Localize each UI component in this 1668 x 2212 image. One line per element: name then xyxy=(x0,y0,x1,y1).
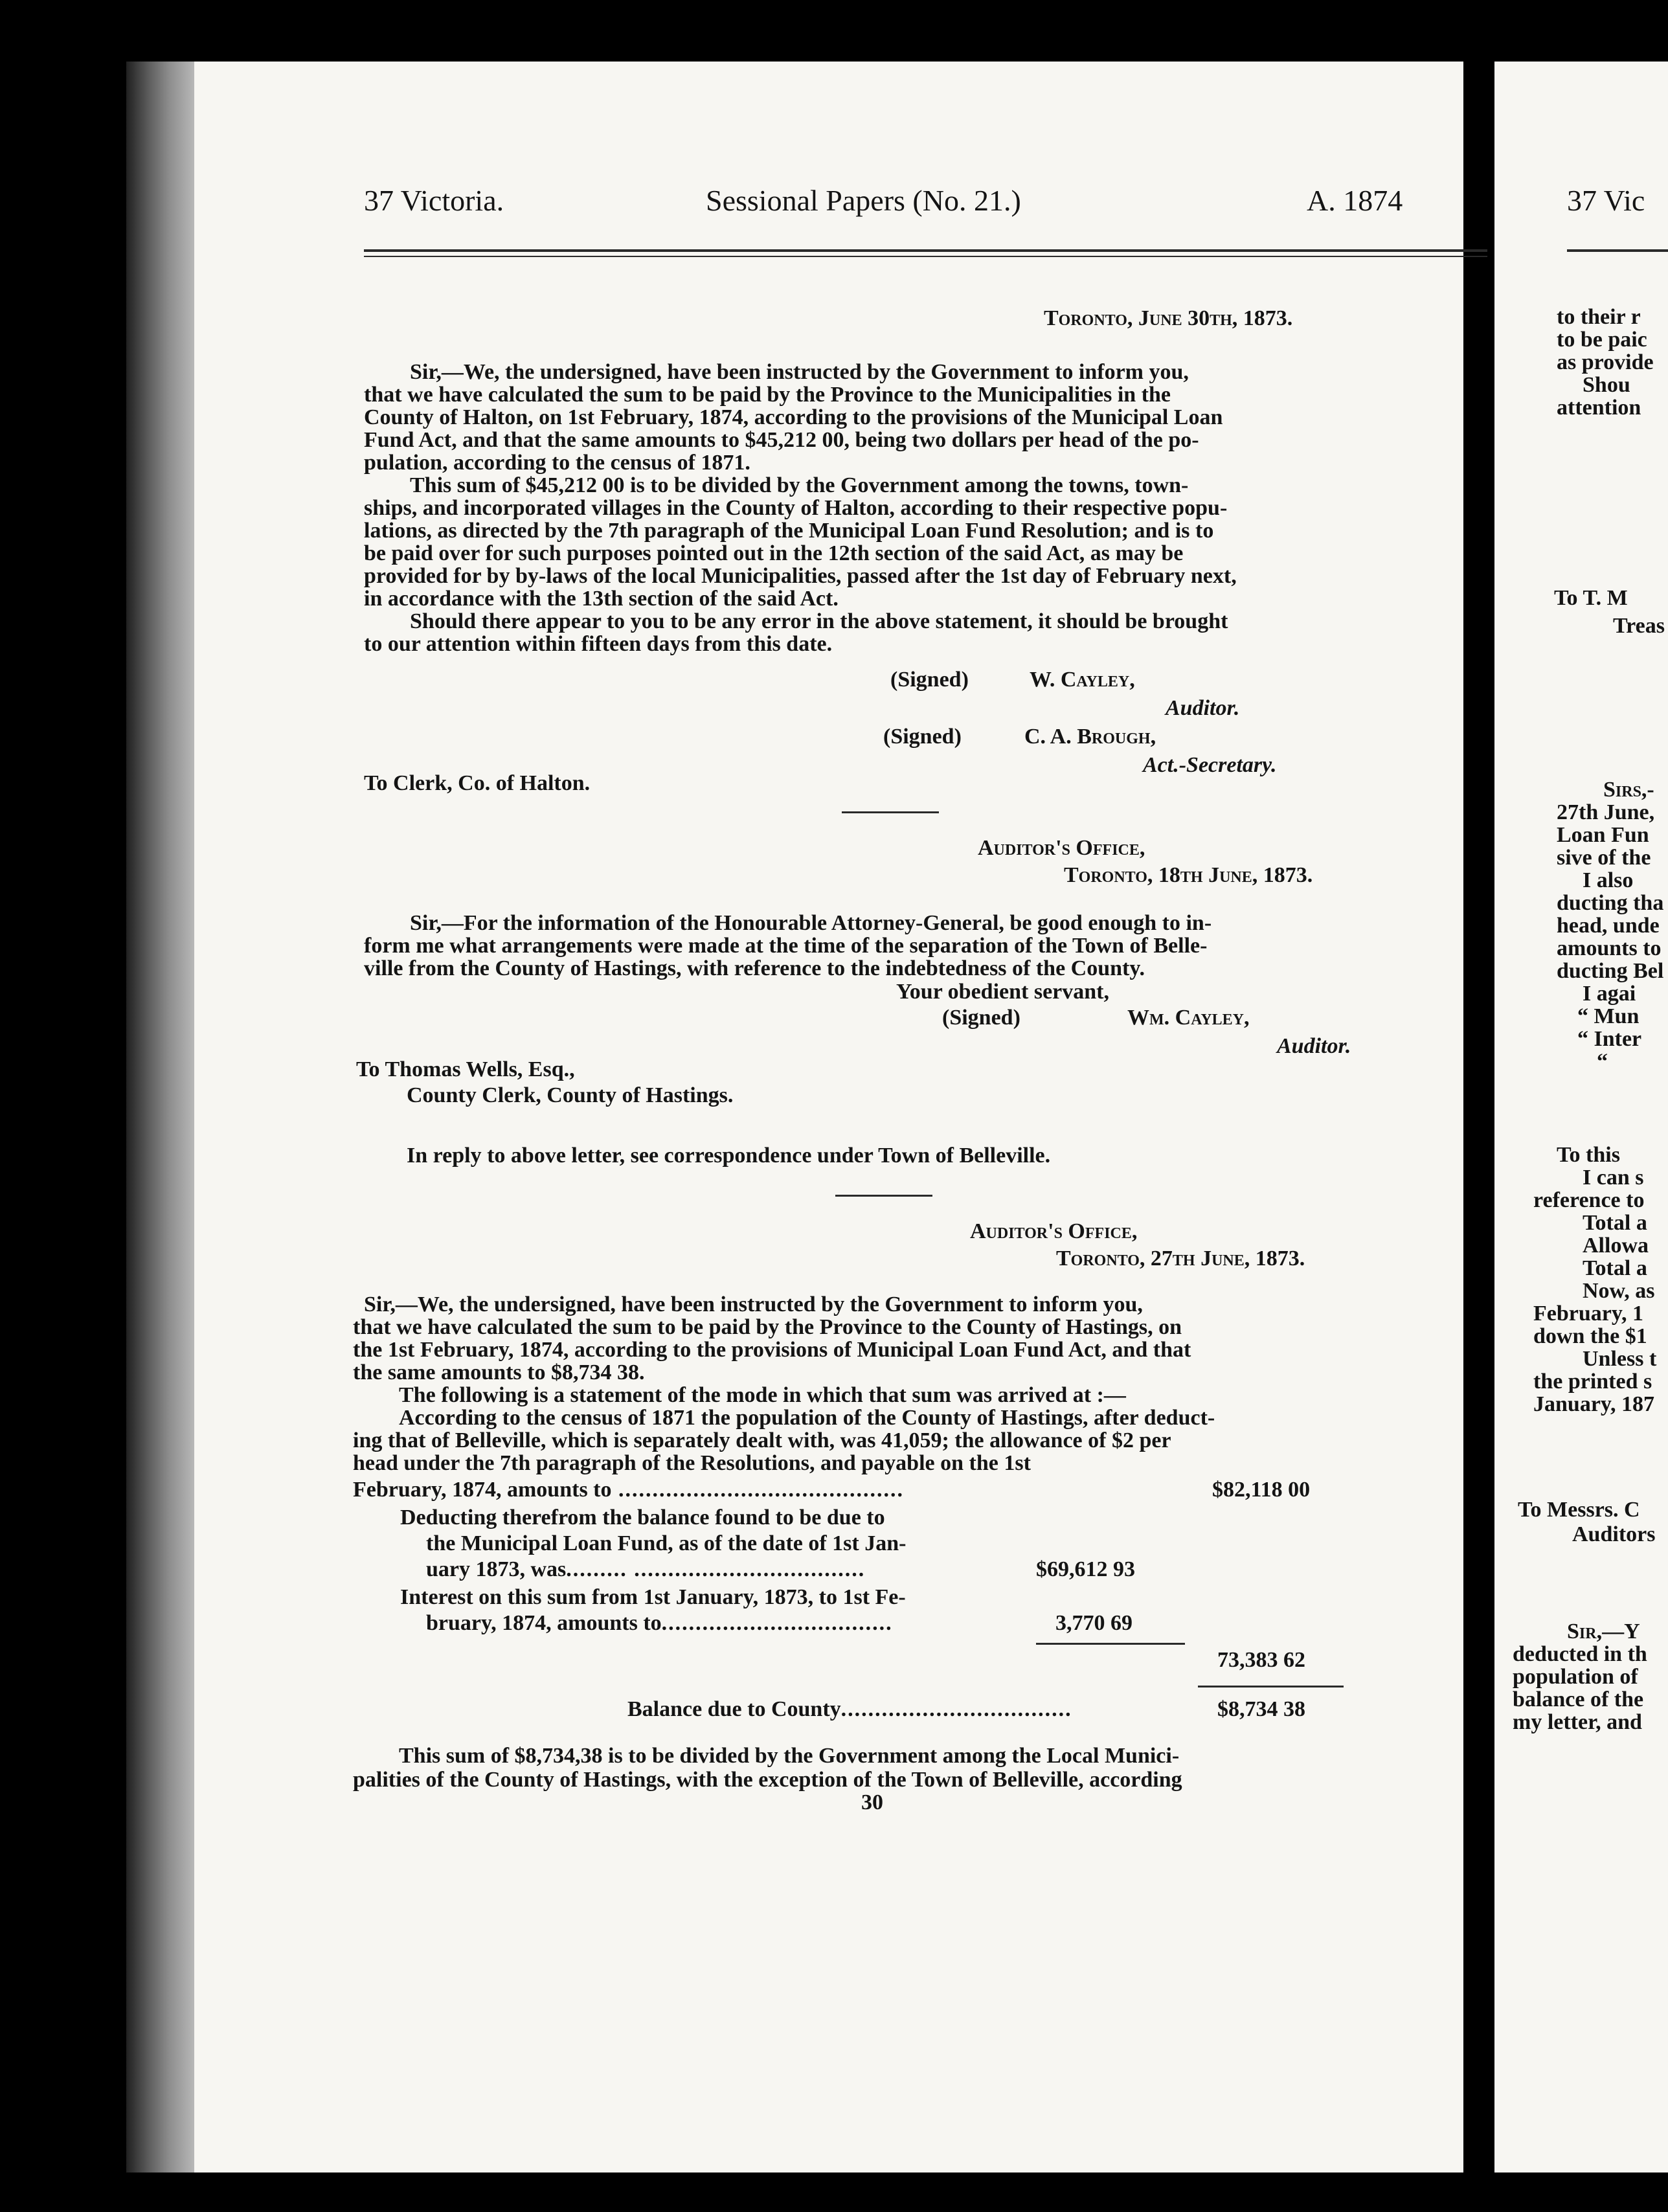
letter2-line: ville from the County of Hastings, with reference to the indebtedness of the County. xyxy=(364,956,1145,980)
letter1-line: provided for by by-laws of the local Municipalities, passed after the 1st day of February next, xyxy=(364,564,1237,588)
letter1-line: County of Halton, on 1st February, 1874, according to the provisions of the Municipal Loan xyxy=(364,405,1223,429)
letter1-signer-2: C. A. Brough, xyxy=(1024,725,1156,749)
right-fragment: amounts to xyxy=(1557,936,1662,960)
right-fragment: deducted in th xyxy=(1513,1642,1647,1666)
right-fragment: Now, as xyxy=(1583,1279,1655,1303)
right-fragment: attention xyxy=(1557,396,1641,420)
right-fragment: “ xyxy=(1597,1050,1608,1074)
letter3-line: the 1st February, 1874, according to the provisions of Municipal Loan Fund Act, and that xyxy=(353,1338,1191,1362)
letter1-line: in accordance with the 13th section of the said Act. xyxy=(364,587,839,611)
letter2-signed: (Signed) xyxy=(942,1006,1020,1030)
right-fragment: ducting tha xyxy=(1557,891,1664,915)
statement-subtotal: 73,383 62 xyxy=(1217,1648,1305,1672)
statement-balance-label: Balance due to County.................................. xyxy=(627,1697,1072,1721)
letter3-closing-line: This sum of $8,734,38 is to be divided by the Government among the Local Munici- xyxy=(399,1744,1180,1768)
statement-row1-label: February, 1874, amounts to .......................................... xyxy=(353,1478,904,1502)
right-fragment: To T. M xyxy=(1554,586,1628,610)
letter1-signer-1: W. Cayley, xyxy=(1030,668,1135,692)
right-fragment: down the $1 xyxy=(1533,1324,1647,1348)
letter2-office: Auditor's Office, xyxy=(978,836,1145,860)
letter3-office: Auditor's Office, xyxy=(970,1219,1138,1243)
statement-row2-value: $69,612 93 xyxy=(1036,1557,1135,1581)
letter1-signed-1: (Signed) xyxy=(890,668,969,692)
right-page xyxy=(1494,62,1668,2172)
right-header-rule xyxy=(1567,249,1668,252)
letter2-addressee-2: County Clerk, County of Hastings. xyxy=(407,1083,734,1107)
right-fragment: to be paic xyxy=(1557,328,1647,352)
letter1-signer-2-title: Act.-Secretary. xyxy=(1143,753,1277,777)
statement-row3-value: 3,770 69 xyxy=(1055,1611,1133,1635)
letter3-line: the same amounts to $8,734 38. xyxy=(353,1360,645,1384)
right-fragment: the printed s xyxy=(1533,1370,1652,1394)
letter3-line: Sir,—We, the undersigned, have been instructed by the Government to inform you, xyxy=(364,1292,1143,1316)
letter2-line: form me what arrangements were made at the time of the separation of the Town of Belle- xyxy=(364,934,1208,958)
right-fragment: Total a xyxy=(1583,1256,1647,1280)
right-fragment: Sirs,- xyxy=(1603,778,1654,802)
right-fragment: sive of the xyxy=(1557,846,1651,870)
letter3-line: According to the census of 1871 the population of the County of Hastings, after deduct- xyxy=(399,1406,1215,1430)
letter2-dateline: Toronto, 18th June, 1873. xyxy=(1064,863,1313,887)
section-divider xyxy=(835,1195,932,1197)
right-fragment: Allowa xyxy=(1583,1234,1649,1258)
letter1-line: that we have calculated the sum to be paid by the Province to the Municipalities in the xyxy=(364,383,1171,407)
letter1-line: This sum of $45,212 00 is to be divided by the Government among the towns, town- xyxy=(410,473,1189,497)
letter3-closing-line: palities of the County of Hastings, with the exception of the Town of Belleville, according xyxy=(353,1768,1182,1792)
letter1-line: ships, and incorporated villages in the County of Halton, according to their respective popu- xyxy=(364,496,1228,520)
right-header: 37 Vic xyxy=(1567,184,1645,217)
header-rule xyxy=(364,249,1487,252)
letter1-line: pulation, according to the census of 1871. xyxy=(364,451,750,475)
header-volume: 37 Victoria. xyxy=(364,184,504,217)
letter1-line: Should there appear to you to be any error in the above statement, it should be brought xyxy=(410,609,1228,633)
right-fragment: I can s xyxy=(1583,1166,1644,1190)
letter1-signed-2: (Signed) xyxy=(883,725,962,749)
letter2-line: Sir,—For the information of the Honourable Attorney-General, be good enough to in- xyxy=(410,911,1212,935)
letter3-line: head under the 7th paragraph of the Resolutions, and payable on the 1st xyxy=(353,1451,1031,1475)
right-fragment: to their r xyxy=(1557,305,1641,329)
statement-rule xyxy=(1036,1643,1185,1645)
right-fragment: “ Mun xyxy=(1577,1004,1640,1028)
letter2-reply-note: In reply to above letter, see correspondence under Town of Belleville. xyxy=(407,1144,1051,1168)
letter3-dateline: Toronto, 27th June, 1873. xyxy=(1056,1247,1305,1270)
section-divider xyxy=(842,811,939,813)
right-fragment: head, unde xyxy=(1557,914,1660,938)
statement-row2-label: the Municipal Loan Fund, as of the date of 1st Jan- xyxy=(426,1531,907,1555)
letter2-closing: Your obedient servant, xyxy=(896,980,1109,1004)
letter3-line: The following is a statement of the mode in which that sum was arrived at :— xyxy=(399,1383,1126,1407)
right-fragment: population of xyxy=(1513,1665,1638,1689)
letter1-addressee: To Clerk, Co. of Halton. xyxy=(364,771,591,795)
right-fragment: as provide xyxy=(1557,350,1654,374)
right-fragment: January, 187 xyxy=(1533,1392,1655,1416)
letter3-line: ing that of Belleville, which is separately dealt with, was 41,059; the allowance of $2 per xyxy=(353,1428,1171,1452)
letter3-line: that we have calculated the sum to be paid by the Province to the County of Hastings, on xyxy=(353,1315,1182,1339)
page-number: 30 xyxy=(861,1790,883,1814)
statement-rule xyxy=(1198,1686,1344,1687)
statement-row2-label: uary 1873, was......... .................................. xyxy=(426,1557,866,1581)
right-fragment: “ Inter xyxy=(1577,1027,1642,1051)
letter2-signer: Wm. Cayley, xyxy=(1127,1006,1250,1030)
letter1-line: lations, as directed by the 7th paragraph of the Municipal Loan Fund Resolution; and is to xyxy=(364,519,1214,543)
right-fragment: my letter, and xyxy=(1513,1710,1642,1734)
right-fragment: Shou xyxy=(1583,373,1630,397)
statement-row2-label: Deducting therefrom the balance found to be due to xyxy=(400,1506,885,1529)
right-fragment: Auditors xyxy=(1572,1522,1656,1546)
right-fragment: February, 1 xyxy=(1533,1302,1643,1326)
letter1-line: Fund Act, and that the same amounts to $45,212 00, being two dollars per head of the po- xyxy=(364,428,1199,452)
statement-balance-value: $8,734 38 xyxy=(1217,1697,1305,1721)
right-fragment: To this xyxy=(1557,1143,1620,1167)
letter1-line: to our attention within fifteen days from this date. xyxy=(364,632,833,656)
page-edge-shadow xyxy=(126,62,197,2172)
letter2-addressee-1: To Thomas Wells, Esq., xyxy=(356,1057,575,1081)
header-rule-thin xyxy=(364,256,1487,257)
right-fragment: I agai xyxy=(1583,982,1636,1006)
right-fragment: To Messrs. C xyxy=(1518,1498,1640,1522)
statement-row3-label: Interest on this sum from 1st January, 1873, to 1st Fe- xyxy=(400,1585,906,1609)
letter2-signer-title: Auditor. xyxy=(1277,1034,1351,1058)
right-fragment: 27th June, xyxy=(1557,800,1655,824)
right-fragment: reference to xyxy=(1533,1188,1645,1212)
right-fragment: Sir,—Y xyxy=(1567,1620,1640,1643)
statement-row1-value: $82,118 00 xyxy=(1212,1478,1311,1502)
header-title: Sessional Papers (No. 21.) xyxy=(706,184,1021,217)
letter1-line: Sir,—We, the undersigned, have been instructed by the Government to inform you, xyxy=(410,360,1189,384)
right-fragment: Treas xyxy=(1613,614,1665,638)
right-fragment: Loan Fun xyxy=(1557,823,1649,847)
right-fragment: balance of the xyxy=(1513,1687,1644,1711)
left-page xyxy=(194,62,1463,2172)
right-fragment: Unless t xyxy=(1583,1347,1657,1371)
letter1-line: be paid over for such purposes pointed out in the 12th section of the said Act, as may be xyxy=(364,541,1184,565)
right-fragment: ducting Bel xyxy=(1557,959,1664,983)
letter1-signer-1-title: Auditor. xyxy=(1166,696,1240,720)
right-fragment: I also xyxy=(1583,868,1634,892)
statement-row3-label: bruary, 1874, amounts to.................................. xyxy=(426,1611,893,1635)
header-year: A. 1874 xyxy=(1307,184,1403,217)
right-fragment: Total a xyxy=(1583,1211,1647,1235)
letter1-dateline: Toronto, June 30th, 1873. xyxy=(1044,306,1293,330)
